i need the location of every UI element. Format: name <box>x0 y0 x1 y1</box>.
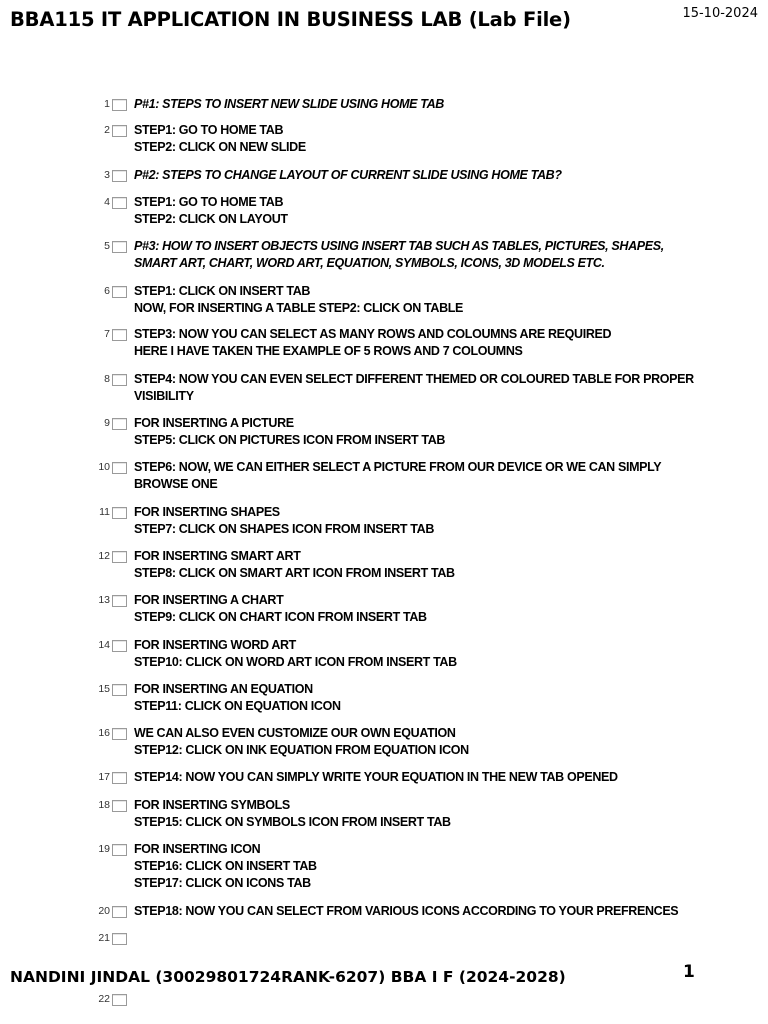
line-number: 15 <box>98 683 110 695</box>
text-line: WE CAN ALSO EVEN CUSTOMIZE OUR OWN EQUATION <box>134 726 456 740</box>
list-item-text <box>134 167 734 184</box>
text-line: P#1: STEPS TO INSERT NEW SLIDE USING HOME TAB <box>134 97 444 111</box>
checkbox[interactable] <box>112 125 127 137</box>
line-number: 10 <box>98 461 110 473</box>
list-item-text <box>134 548 734 582</box>
text-line: STEP14: NOW YOU CAN SIMPLY WRITE YOUR EQUATION IN THE NEW TAB OPENED <box>134 770 618 784</box>
text-line: STEP8: CLICK ON SMART ART ICON FROM INSERT TAB <box>134 566 455 580</box>
list-item-text <box>134 903 734 920</box>
list-item-text <box>134 371 734 405</box>
list-item-text <box>134 283 734 317</box>
line-number: 7 <box>104 328 110 340</box>
text-line: STEP15: CLICK ON SYMBOLS ICON FROM INSERT TAB <box>134 815 451 829</box>
line-number: 3 <box>104 169 110 181</box>
checkbox[interactable] <box>112 329 127 341</box>
list-item-text <box>134 326 734 360</box>
checkbox[interactable] <box>112 99 127 111</box>
line-number: 22 <box>98 993 110 1005</box>
list-item-text <box>134 841 734 892</box>
list-item-text <box>134 504 734 538</box>
document-title: BBA115 IT APPLICATION IN BUSINESS LAB (Lab File) <box>10 8 571 31</box>
list-item-text <box>134 122 734 156</box>
checkbox[interactable] <box>112 507 127 519</box>
text-line: STEP17: CLICK ON ICONS TAB <box>134 876 311 890</box>
text-line: STEP3: NOW YOU CAN SELECT AS MANY ROWS AND COLOUMNS ARE REQUIRED <box>134 327 612 341</box>
list-item-text <box>134 592 734 626</box>
checkbox[interactable] <box>112 374 127 386</box>
line-number: 13 <box>98 594 110 606</box>
checkbox[interactable] <box>112 462 127 474</box>
checkbox[interactable] <box>112 170 127 182</box>
line-number: 5 <box>104 240 110 252</box>
text-line: STEP18: NOW YOU CAN SELECT FROM VARIOUS ICONS ACCORDING TO YOUR PREFRENCES <box>134 904 679 918</box>
text-line: FOR INSERTING SHAPES <box>134 505 280 519</box>
line-number: 19 <box>98 843 110 855</box>
checkbox[interactable] <box>112 994 127 1006</box>
list-item-text <box>134 194 734 228</box>
checkbox[interactable] <box>112 933 127 945</box>
text-line: SMART ART, CHART, WORD ART, EQUATION, SYMBOLS, ICONS, 3D MODELS ETC. <box>134 256 605 270</box>
text-line: FOR INSERTING AN EQUATION <box>134 682 313 696</box>
list-item-text <box>134 797 734 831</box>
checkbox[interactable] <box>112 418 127 430</box>
text-line: STEP1: CLICK ON INSERT TAB <box>134 284 311 298</box>
line-number: 17 <box>98 771 110 783</box>
line-number: 14 <box>98 639 110 651</box>
list-item-text <box>134 415 734 449</box>
text-line: P#3: HOW TO INSERT OBJECTS USING INSERT TAB SUCH AS TABLES, PICTURES, SHAPES, <box>134 239 664 253</box>
text-line: BROWSE ONE <box>134 477 218 491</box>
line-number: 4 <box>104 196 110 208</box>
line-number: 16 <box>98 727 110 739</box>
checkbox[interactable] <box>112 800 127 812</box>
line-number: 12 <box>98 550 110 562</box>
list-item-text <box>134 459 734 493</box>
list-item-text <box>134 681 734 715</box>
text-line: STEP2: CLICK ON LAYOUT <box>134 212 288 226</box>
checkbox[interactable] <box>112 551 127 563</box>
footer-author: NANDINI JINDAL (30029801724RANK-6207) BBA I F (2024-2028) <box>10 968 566 986</box>
line-number: 18 <box>98 799 110 811</box>
text-line: STEP2: CLICK ON NEW SLIDE <box>134 140 306 154</box>
checkbox[interactable] <box>112 286 127 298</box>
line-number: 20 <box>98 905 110 917</box>
text-line: STEP11: CLICK ON EQUATION ICON <box>134 699 341 713</box>
text-line: STEP4: NOW YOU CAN EVEN SELECT DIFFERENT THEMED OR COLOURED TABLE FOR PROPER <box>134 372 694 386</box>
text-line: FOR INSERTING A CHART <box>134 593 284 607</box>
text-line: FOR INSERTING SMART ART <box>134 549 301 563</box>
text-line: STEP10: CLICK ON WORD ART ICON FROM INSERT TAB <box>134 655 457 669</box>
line-number: 2 <box>104 124 110 136</box>
checkbox[interactable] <box>112 772 127 784</box>
text-line: FOR INSERTING SYMBOLS <box>134 798 290 812</box>
checkbox[interactable] <box>112 595 127 607</box>
line-number: 21 <box>98 932 110 944</box>
text-line: VISIBILITY <box>134 389 194 403</box>
line-number: 9 <box>104 417 110 429</box>
text-line: STEP7: CLICK ON SHAPES ICON FROM INSERT TAB <box>134 522 435 536</box>
text-line: STEP1: GO TO HOME TAB <box>134 123 284 137</box>
checkbox[interactable] <box>112 640 127 652</box>
list-item-text <box>134 96 734 113</box>
text-line: STEP12: CLICK ON INK EQUATION FROM EQUATION ICON <box>134 743 469 757</box>
list-item-text <box>134 637 734 671</box>
text-line: P#2: STEPS TO CHANGE LAYOUT OF CURRENT SLIDE USING HOME TAB? <box>134 168 562 182</box>
text-line: FOR INSERTING ICON <box>134 842 261 856</box>
text-line: FOR INSERTING WORD ART <box>134 638 296 652</box>
line-number: 11 <box>99 506 110 518</box>
text-line: STEP9: CLICK ON CHART ICON FROM INSERT TAB <box>134 610 427 624</box>
text-line: STEP16: CLICK ON INSERT TAB <box>134 859 317 873</box>
text-line: STEP5: CLICK ON PICTURES ICON FROM INSERT TAB <box>134 433 446 447</box>
page-number: 1 <box>683 962 695 982</box>
list-item-text <box>134 769 734 786</box>
checkbox[interactable] <box>112 197 127 209</box>
list-item-text <box>134 238 734 272</box>
list-item-text <box>134 725 734 759</box>
checkbox[interactable] <box>112 241 127 253</box>
text-line: STEP1: GO TO HOME TAB <box>134 195 284 209</box>
line-number: 8 <box>104 373 110 385</box>
text-line: STEP6: NOW, WE CAN EITHER SELECT A PICTURE FROM OUR DEVICE OR WE CAN SIMPLY <box>134 460 662 474</box>
line-number: 1 <box>104 98 110 110</box>
text-line: HERE I HAVE TAKEN THE EXAMPLE OF 5 ROWS AND 7 COLOUMNS <box>134 344 523 358</box>
checkbox[interactable] <box>112 844 127 856</box>
text-line: NOW, FOR INSERTING A TABLE STEP2: CLICK ON TABLE <box>134 301 464 315</box>
checkbox[interactable] <box>112 906 127 918</box>
line-number: 6 <box>104 285 110 297</box>
text-line: FOR INSERTING A PICTURE <box>134 416 294 430</box>
checkbox[interactable] <box>112 684 127 696</box>
document-date: 15-10-2024 <box>682 6 758 21</box>
checkbox[interactable] <box>112 728 127 740</box>
